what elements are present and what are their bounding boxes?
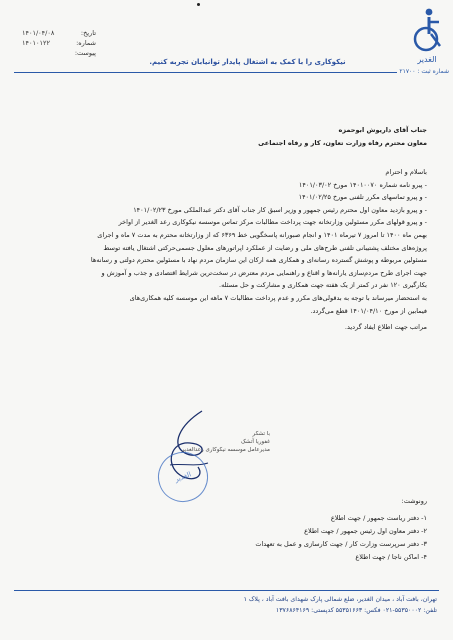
cc-item: ۳- دفتر سرپرست وزارت کار / جهت کارسازی و عمل به تعهدات [255,540,427,548]
letter-body [18,124,427,334]
signature-title: مدیرعامل موسسه نیکوکاری رعدالغدیر [181,447,270,453]
cc-item: ۴- اماکن ناجا / جهت اطلاع [355,553,427,561]
attachment-value [22,48,60,58]
number-value: ۱۴۰۱۰۱۲۲ [22,39,50,47]
signature-thanks: با تشکر [252,431,270,437]
reference-item: - پیرو نامه شماره ۱۴۰۱۰۰۷۰ مورخ ۱۴۰۱/۰۳/۰۲ [298,180,427,189]
cc-list [127,495,427,564]
top-dot [197,3,200,6]
closing-line: مراتب جهت اطلاع ایفاد گردید. [344,323,427,332]
greeting: باسلام و احترام [385,168,427,176]
signature-name: غفوریا آتشک [241,439,270,445]
paragraph-line: به استحضار میرساند با توجه به بدقولی‌های مکرر و عدم پرداخت مطالبات ۷ ماهه این موسسه کلیه همکاری‌های [129,293,427,302]
paragraph-line: مسئولین مربوطه و پوشش گسترده رسانه‌ای و همکاری همه ارکان این سازمان مردم نهاد با مسئولین محترم دولتی و رسانه‌ها [90,256,427,265]
letter-meta [22,28,96,58]
footer-contacts: تلفن: ۵۵۳۵۰۰۰۲-۰۲۱ فکس: ۵۵۳۵۱۶۶۳ کدپستی: ۱۳۷۶۸۶۴۱۶۹ [275,607,437,614]
date-value: ۱۴۰۱/۰۴/۰۸ [22,29,55,37]
cc-item: ۱- دفتر ریاست جمهور / جهت اطلاع [330,514,427,522]
cc-item: ۲- دفتر معاون اول رئیس جمهور / جهت اطلاع [304,527,427,535]
paragraph-line: پروژه‌های مختلف پشتیبانی تلفنی طرح‌های ملی و رضایت از عملکرد اپراتورهای معلول جسمی‌حرکتی اشتغال یافته توسط [103,243,427,252]
paragraph-line: بهمن ماه ۱۴۰۰ تا امروز ۷ تیرماه ۱۴۰۱ و انجام صبورانه پاسخگویی خط ۶۳۶۹ که از وزارتخانه محترم به مدت ۷ ماه و اجرای [97,230,427,239]
organization-logo [407,6,447,68]
footer-divider [14,590,439,591]
cc-title: رونوشت: [401,497,427,505]
date-label: تاریخ: [80,29,96,37]
header-divider [14,72,397,73]
header-slogan: نیکوکاری را با کمک به اشتغال پایدار توانیابان تجربه کنیم. [149,58,346,66]
svg-text:الغدیر: الغدیر [417,55,437,64]
recipient-name: جناب آقای داریوش ابوحمزه [338,126,427,134]
paragraph-line: جهت اجرای طرح مردم‌سازی یارانه‌ها و اقناع و راهنمایی مردم معترض در سخت‌ترین شرایط اقتصادی و جذب و آموزش و [101,268,427,277]
signature-block [175,430,270,454]
reference-item: - و پیرو تماسهای مکرر تلفنی مورخ ۱۴۰۱/۰۲/۲۵ [298,193,427,202]
footer-address: تهران، بافت آباد ، میدان الغدیر، ضلع شمالی پارک شهدای بافت آباد ، پلاک ۱ [243,596,437,603]
attachment-label: پیوست: [74,49,96,57]
registration-number: شماره ثبت : ۲۱۷۰۰ [399,68,449,75]
paragraph-line: فیمابین از مورخ ۱۴۰۱/۰۴/۱۰ قطع می‌گردد. [310,306,427,315]
reference-item: - و پیرو بازدید معاون اول محترم رئیس جمهور و وزیر اسبق کار جناب آقای دکتر عبدالملکی مورخ ۱۴۰۱/۰۲/۲۳ [133,205,427,214]
paragraph-line: بکارگیری ۱۲۰ نفر در کمتر از یک هفته جهت همکاری و مشارکت و حل مسئله. [219,281,427,290]
footer [36,594,437,616]
stamp-text: الغدیر [173,470,193,484]
reference-item: - و پیرو قولهای مکرر مسئولین وزارتخانه جهت پرداخت مطالبات مرکز تماس موسسه نیکوکاری رعد الغدیر از اواخر [118,218,427,227]
letter-paragraph [18,229,427,334]
number-label: شماره: [76,39,96,47]
recipient-title: معاون محترم رفاه وزارت تعاون، کار و رفاه اجتماعی [258,139,427,147]
